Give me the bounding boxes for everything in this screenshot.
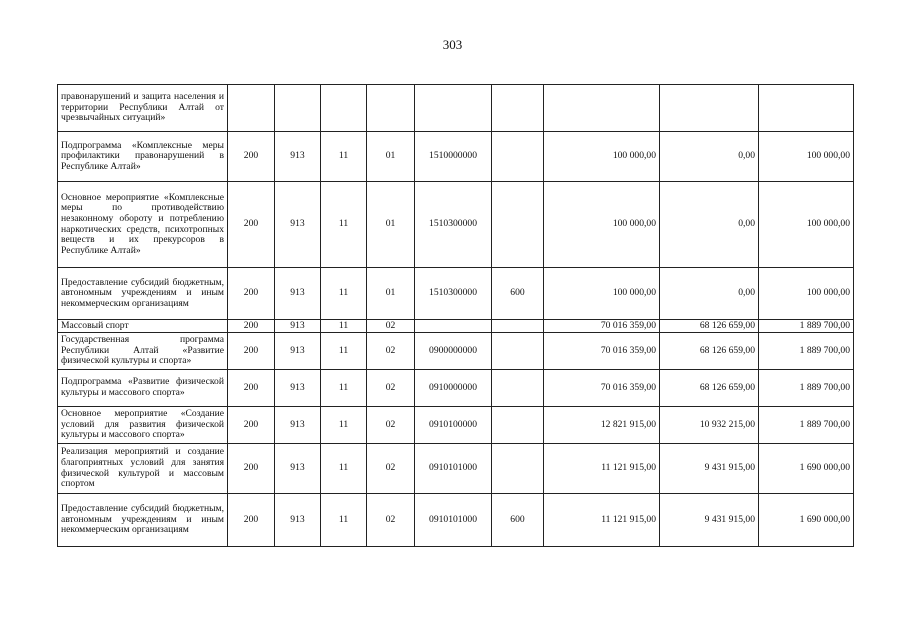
code-subsection: 02 (367, 444, 415, 494)
code-expense-type: 600 (492, 494, 544, 547)
budget-table (57, 84, 854, 547)
table-body (58, 85, 854, 547)
table-row (58, 268, 854, 320)
code-expense-type (492, 407, 544, 444)
item-name: Массовый спорт (58, 320, 228, 333)
amount-federal: 9 431 915,00 (660, 494, 759, 547)
amount-regional: 100 000,00 (759, 132, 854, 182)
code-admin: 200 (228, 182, 275, 268)
amount-total: 100 000,00 (544, 182, 660, 268)
code-target-article: 0910000000 (415, 370, 492, 407)
code-ministry: 913 (275, 333, 321, 370)
code-ministry: 913 (275, 132, 321, 182)
amount-total: 70 016 359,00 (544, 333, 660, 370)
code-admin: 200 (228, 132, 275, 182)
code-subsection: 02 (367, 407, 415, 444)
code-subsection: 02 (367, 320, 415, 333)
amount-total: 70 016 359,00 (544, 370, 660, 407)
code-expense-type (492, 370, 544, 407)
code-subsection: 02 (367, 494, 415, 547)
code-ministry: 913 (275, 320, 321, 333)
code-ministry: 913 (275, 182, 321, 268)
code-section: 11 (321, 407, 367, 444)
code-target-article: 0900000000 (415, 333, 492, 370)
code-section: 11 (321, 268, 367, 320)
code-section: 11 (321, 494, 367, 547)
code-section: 11 (321, 320, 367, 333)
code-target-article: 1510000000 (415, 132, 492, 182)
code-target-article: 1510300000 (415, 268, 492, 320)
code-admin (228, 85, 275, 132)
amount-total: 100 000,00 (544, 132, 660, 182)
code-ministry: 913 (275, 444, 321, 494)
code-admin: 200 (228, 333, 275, 370)
code-subsection (367, 85, 415, 132)
code-section: 11 (321, 333, 367, 370)
page-number: 303 (442, 37, 463, 52)
amount-regional: 1 889 700,00 (759, 333, 854, 370)
amount-federal: 0,00 (660, 132, 759, 182)
code-expense-type (492, 444, 544, 494)
item-name: Подпрограмма «Комплексные меры профилактики правонарушений в Республике Алтай» (58, 132, 228, 182)
table-row (58, 444, 854, 494)
code-subsection: 02 (367, 333, 415, 370)
amount-total: 12 821 915,00 (544, 407, 660, 444)
amount-total: 11 121 915,00 (544, 494, 660, 547)
table-row (58, 333, 854, 370)
amount-federal: 68 126 659,00 (660, 320, 759, 333)
code-section: 11 (321, 444, 367, 494)
amount-regional: 1 889 700,00 (759, 370, 854, 407)
code-ministry: 913 (275, 494, 321, 547)
code-expense-type (492, 182, 544, 268)
amount-regional: 1 690 000,00 (759, 444, 854, 494)
table-row (58, 85, 854, 132)
code-ministry: 913 (275, 268, 321, 320)
amount-total: 100 000,00 (544, 268, 660, 320)
amount-federal (660, 85, 759, 132)
code-ministry: 913 (275, 407, 321, 444)
amount-federal: 10 932 215,00 (660, 407, 759, 444)
code-admin: 200 (228, 444, 275, 494)
code-ministry (275, 85, 321, 132)
code-expense-type (492, 333, 544, 370)
amount-regional: 1 690 000,00 (759, 494, 854, 547)
table-row (58, 494, 854, 547)
item-name: Предоставление субсидий бюджетным, автономным учреждениям и иным некоммерческим организациям (58, 494, 228, 547)
code-target-article (415, 320, 492, 333)
item-name: Предоставление субсидий бюджетным, автономным учреждениям и иным некоммерческим организациям (58, 268, 228, 320)
amount-federal: 0,00 (660, 182, 759, 268)
amount-regional: 100 000,00 (759, 182, 854, 268)
amount-federal: 68 126 659,00 (660, 333, 759, 370)
code-admin: 200 (228, 370, 275, 407)
code-subsection: 01 (367, 182, 415, 268)
item-name: Основное мероприятие «Создание условий для развития физической культуры и массового спорта» (58, 407, 228, 444)
table-row (58, 182, 854, 268)
code-target-article (415, 85, 492, 132)
amount-total: 70 016 359,00 (544, 320, 660, 333)
code-ministry: 913 (275, 370, 321, 407)
amount-regional: 100 000,00 (759, 268, 854, 320)
code-expense-type: 600 (492, 268, 544, 320)
code-expense-type (492, 320, 544, 333)
table-row (58, 132, 854, 182)
table-row (58, 320, 854, 333)
amount-federal: 0,00 (660, 268, 759, 320)
code-section: 11 (321, 182, 367, 268)
item-name: Подпрограмма «Развитие физической культуры и массового спорта» (58, 370, 228, 407)
code-subsection: 01 (367, 268, 415, 320)
amount-federal: 9 431 915,00 (660, 444, 759, 494)
code-subsection: 02 (367, 370, 415, 407)
amount-regional: 1 889 700,00 (759, 407, 854, 444)
code-admin: 200 (228, 407, 275, 444)
code-target-article: 0910100000 (415, 407, 492, 444)
code-section (321, 85, 367, 132)
code-expense-type (492, 132, 544, 182)
code-section: 11 (321, 132, 367, 182)
code-subsection: 01 (367, 132, 415, 182)
code-admin: 200 (228, 268, 275, 320)
amount-total: 11 121 915,00 (544, 444, 660, 494)
code-expense-type (492, 85, 544, 132)
item-name: Реализация мероприятий и создание благоприятных условий для занятия физической культурой и массовым спортом (58, 444, 228, 494)
code-target-article: 1510300000 (415, 182, 492, 268)
code-target-article: 0910101000 (415, 494, 492, 547)
item-name: Основное мероприятие «Комплексные меры по противодействию незаконному обороту и потреблению наркотических средств, психотропных веществ и их прекурсоров в Республике Алтай» (58, 182, 228, 268)
code-admin: 200 (228, 320, 275, 333)
table-row (58, 407, 854, 444)
amount-regional (759, 85, 854, 132)
item-name: правонарушений и защита населения и территории Республики Алтай от чрезвычайных ситуаций» (58, 85, 228, 132)
item-name: Государственная программа Республики Алтай «Развитие физической культуры и спорта» (58, 333, 228, 370)
code-section: 11 (321, 370, 367, 407)
amount-regional: 1 889 700,00 (759, 320, 854, 333)
amount-total (544, 85, 660, 132)
table-row (58, 370, 854, 407)
code-target-article: 0910101000 (415, 444, 492, 494)
code-admin: 200 (228, 494, 275, 547)
amount-federal: 68 126 659,00 (660, 370, 759, 407)
